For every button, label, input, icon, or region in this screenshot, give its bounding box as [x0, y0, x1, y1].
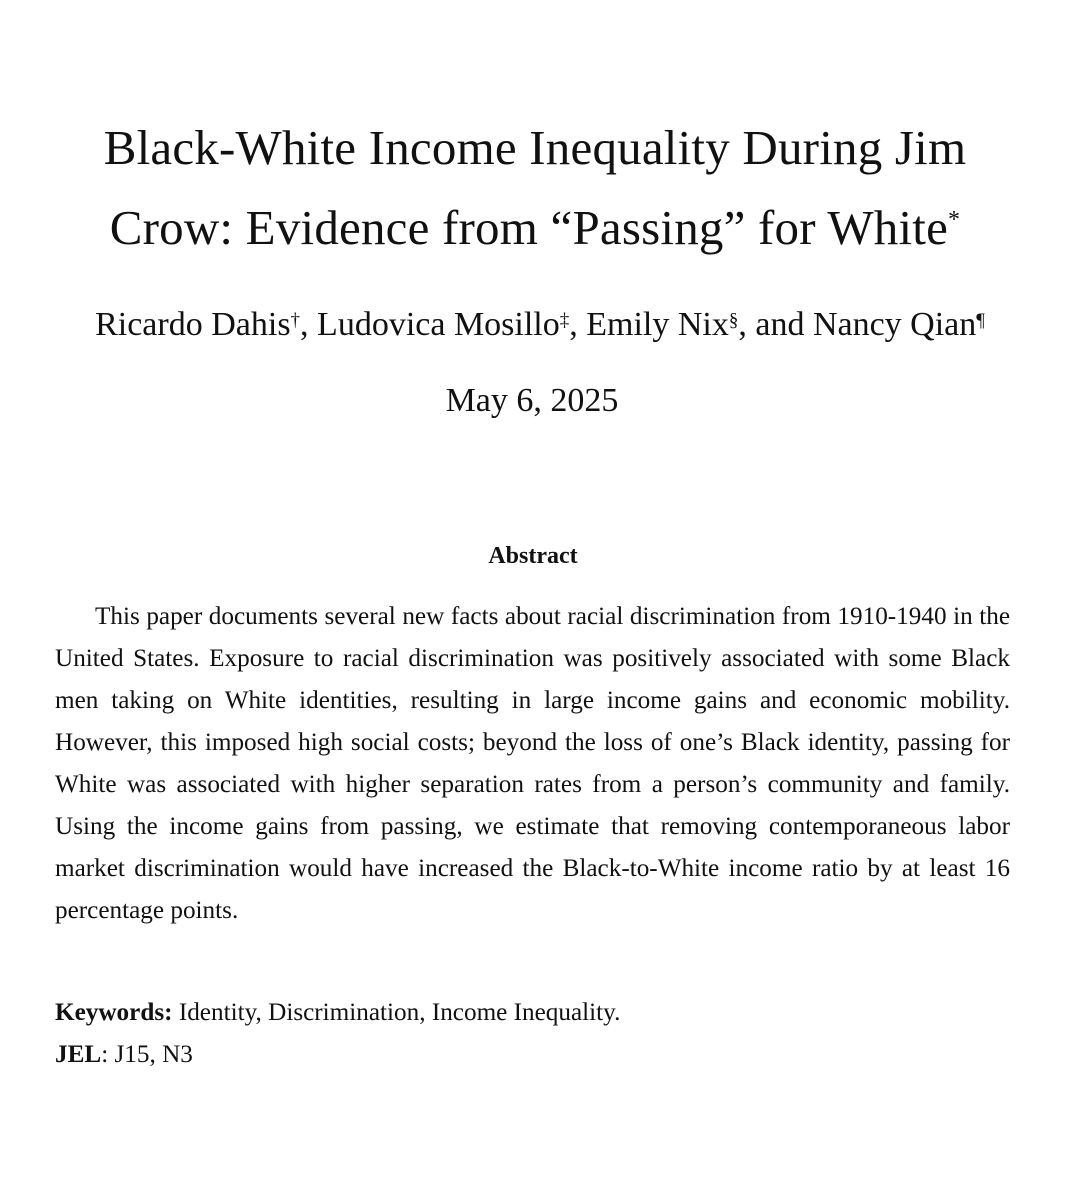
author-footnote-mark: †: [290, 310, 301, 331]
abstract-text: This paper documents several new facts about racial discrimination from 1910-1940 in the United States. Exposure to racial discrimination was positively associated with some Black men taking on White identities, resulting in large income gains and economic mobility. However, this imposed high social costs; beyond the loss of one’s Black identity, passing for White was associated with higher separation rates from a person’s community and family. Using the income gains from passing, we estimate that removing contemporaneous labor market discrimination would have increased the Black-to-White income ratio by at least 16 percentage points.: [55, 603, 1010, 924]
author-name: Emily Nix: [586, 306, 729, 343]
title-line-1: Black-White Income Inequality During Jim: [103, 120, 967, 175]
author-separator: ,: [300, 306, 318, 343]
keywords-line: [55, 992, 1010, 1034]
jel-label: JEL: [55, 1041, 102, 1068]
abstract-heading: Abstract: [488, 543, 578, 569]
title-footnote-mark: *: [948, 207, 961, 233]
author-separator: ,: [569, 306, 587, 343]
author-name: Ricardo Dahis: [95, 306, 291, 343]
author-footnote-mark: ‡: [559, 310, 570, 331]
title-line-2: Crow: Evidence from “Passing” for White: [109, 200, 949, 255]
paper-title: [20, 108, 1050, 268]
author-list: [0, 300, 1080, 350]
author-name: and Nancy Qian: [755, 306, 977, 343]
author-footnote-mark: ¶: [976, 310, 985, 331]
author-footnote-mark: §: [728, 310, 739, 331]
jel-line: [55, 1034, 1010, 1076]
publication-date: May 6, 2025: [445, 382, 619, 419]
jel-value: : J15, N3: [101, 1041, 193, 1068]
keywords-value: Identity, Discrimination, Income Inequality.: [172, 999, 621, 1026]
author-separator: ,: [738, 306, 756, 343]
author-name: Ludovica Mosillo: [317, 306, 560, 343]
keywords-label: Keywords:: [55, 999, 173, 1026]
